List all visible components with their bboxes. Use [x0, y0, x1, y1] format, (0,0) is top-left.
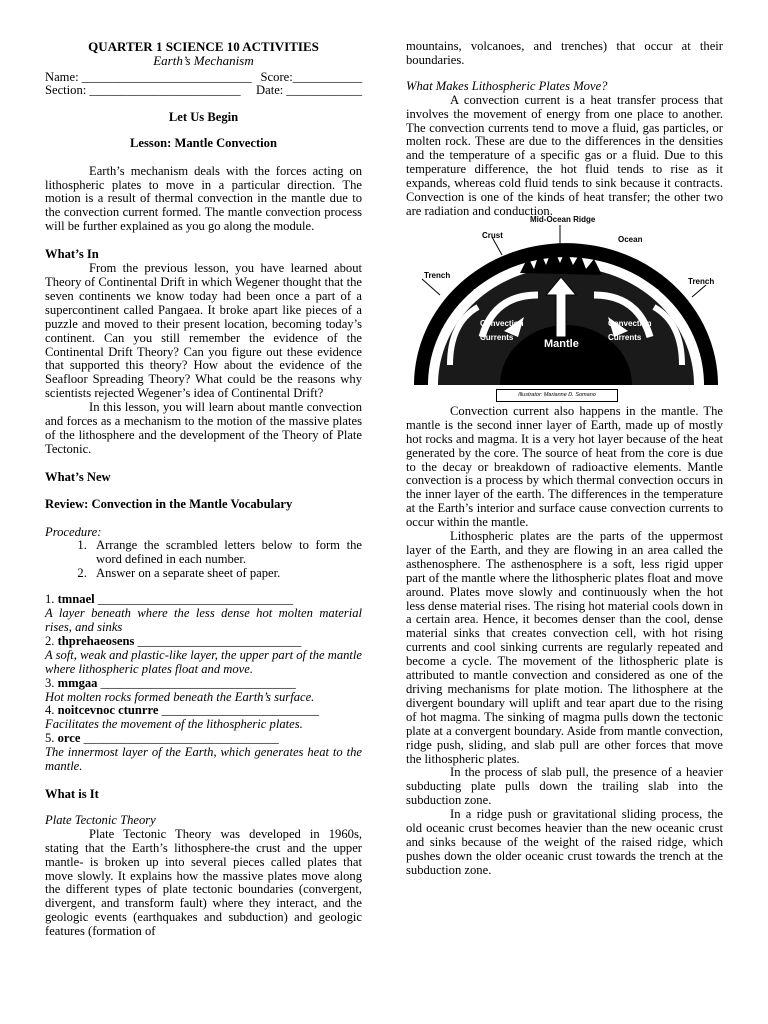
whats-in-paragraph-2: In this lesson, you will learn about mantle convection and forces as a mechanism to the motion of the massive plates of the lithosphere and the development of the Theory of Plate Tectonic. [45, 400, 362, 456]
procedure-label: Procedure: [45, 524, 102, 539]
label-ocean: Ocean [618, 234, 643, 244]
label-mid-ocean-ridge: Mid-Ocean Ridge [530, 214, 596, 224]
procedure-step: 2. Answer on a separate sheet of paper. [90, 567, 362, 581]
plate-tectonic-subheading: Plate Tectonic Theory [45, 812, 156, 827]
mantle-convection-diagram [410, 214, 723, 401]
slab-pull-paragraph: In the process of slab pull, the presence of a heavier subducting plate pulls down the trailing slab into the subduction zone. [406, 765, 723, 808]
label-convection-left: Convection Currents [480, 318, 524, 342]
section-field: Section: ________________________ [45, 82, 241, 97]
whats-in-paragraph-1: From the previous lesson, you have learned about Theory of Continental Drift in which Wegener thought that the seven continents we know today had been once a part of a supercontinent called Pangaea. It broke apart like pieces of a puzzle and moved to their present location, becoming today’s continent. Can you still remember the evidence of the Continental Drift Theory? Can you figure out these evidence that supported this theory? How about the evidence of the Seafloor Spreading Theory? What could be the reasons why scientists rejected Wegener’s idea of Continental Drift? [45, 261, 362, 401]
procedure-steps [45, 539, 362, 581]
vocab-item-2 [45, 635, 362, 677]
intro-heading: Let Us Begin [168, 109, 239, 124]
document-title: QUARTER 1 SCIENCE 10 ACTIVITIES [88, 39, 319, 54]
plate-tectonic-continued: mountains, volcanoes, and trenches) that occur at their boundaries. [406, 39, 723, 67]
item-number: 3. [45, 675, 55, 690]
vocab-item-5 [45, 732, 362, 774]
scrambled-word: orce [57, 731, 81, 746]
label-convection-right: Convection Currents [608, 318, 652, 342]
scrambled-word: mmgaa [57, 675, 98, 690]
lesson-title: Lesson: Mantle Convection [130, 135, 277, 150]
item-number: 1. [45, 592, 55, 607]
name-field: Name: ___________________________ [45, 69, 252, 84]
vocab-item-4 [45, 704, 362, 732]
item-definition: The innermost layer of the Earth, which generates heat to the mantle. [45, 745, 362, 774]
right-column [406, 40, 723, 878]
item-definition: Facilitates the movement of the lithospheric plates. [45, 717, 303, 732]
vocab-item-3 [45, 677, 362, 705]
vocab-item-1 [45, 593, 362, 635]
convection-paragraph: A convection current is a heat transfer process that involves the movement of energy from one place to another. The convection currents tend to move a fluid, gas particles, or molten rock. These are due to the differences in the densities and the temperature of a specific gas or a fluid. Due to this temperature difference, the hot fluid tends to rise as it expands, whereas cold fluid tends to sink because it contracts. Convection is one of the kinds of heat transfer; the other two are radiation and conduction. [406, 92, 723, 218]
answer-line: _______________________________ [97, 592, 294, 607]
label-trench-left: Trench [424, 270, 451, 280]
intro-paragraph: Earth’s mechanism deals with the forces acting on lithospheric plates to move in a particular direction. The motion is a result of thermal convection in the mantle due to the convection current formed. The mantle convection process will be further explained as you go along the module. [45, 163, 362, 234]
whats-in-heading: What’s In [45, 247, 99, 262]
vocab-list [45, 593, 362, 774]
ridge-push-paragraph: In a ridge push or gravitational sliding process, the old oceanic crust becomes heavier than the new oceanic crust and sinks because of the weight of the raised ridge, which pushes down the older oceanic crust towards the trench at the subduction zone. [406, 807, 723, 877]
scrambled-word: tmnael [57, 592, 95, 607]
review-heading: Review: Convection in the Mantle Vocabulary [45, 496, 293, 511]
section-date-row [45, 84, 362, 97]
mantle-paragraph: Convection current also happens in the mantle. The mantle is the second inner layer of Earth, made up of mostly hot rocks and magma. It is a very hot layer because of the heat generated by the core. The source of heat from the core is due to the decay or breakdown of radioactive elements. Mantle convection is a process by which thermal convection occurs in the inner layer of the earth. The differences in the temperature at the Earth’s interior and surface cause convection currents to occur within the mantle. [406, 403, 723, 530]
label-mantle: Mantle [544, 337, 579, 350]
name-score-row [45, 71, 362, 84]
lithospheric-move-subheading: What Makes Lithospheric Plates Move? [406, 78, 608, 93]
left-column [45, 40, 362, 939]
what-is-it-heading: What is It [45, 786, 99, 801]
label-trench-right: Trench [688, 276, 715, 286]
label-crust: Crust [482, 230, 503, 240]
item-definition: A soft, weak and plastic-like layer, the upper part of the mantle where lithospheric plates float and move. [45, 647, 363, 676]
answer-line: _________________________ [161, 703, 320, 718]
scrambled-word: thprehaeosens [57, 633, 135, 648]
answer-line: _______________________________ [100, 675, 296, 690]
lithospheric-paragraph: Lithospheric plates are the parts of the uppermost layer of the Earth, and they are flowing in an area called the asthenosphere. The asthenosphere is a soft, less rigid upper part of the mantle where the lithospheric plates float and move around. Plates move slowly and continuously when the hot less dense material rises. The rising hot material cools down in a certain area. Hence, it becomes denser than the cool, dense material sinks that creates convection cell, with hot rising currents and cool sinking currents are regularly repeated and become a cycle. The movement of the lithospheric plate is attributed to mantle convection and considered as one of the driving mechanisms for plate motion. The lithosphere at the divergent boundary will uplift and tear apart due to the rising of hot magma. The sinking of magma pulls down the tectonic plate at a convergent boundary. Aside from mantle convection, ridge push, sliding, and slab pull are other forces that move the lithospheric plates. [406, 529, 723, 766]
procedure-step: 1. Arrange the scrambled letters below to form the word defined in each number. [90, 539, 362, 567]
score-field: Score:___________ [260, 69, 362, 84]
item-definition: Hot molten rocks formed beneath the Earth’s surface. [45, 689, 315, 704]
plate-tectonic-paragraph: Plate Tectonic Theory was developed in 1960s, stating that the Earth’s lithosphere-the crust and the upper mantle- is broken up into several pieces called plates that move slowly. It explains how the massive plates move along the different types of plate tectonic boundaries (convergent, divergent, and transform fault) where they interact, and the geologic events (earthquakes and subduction) and geologic features (formation of [45, 826, 362, 939]
scrambled-word: noitcevnoc ctunrre [57, 703, 159, 718]
document-subtitle: Earth’s Mechanism [153, 52, 254, 68]
answer-line: _______________________________ [83, 731, 279, 746]
answer-line: __________________________ [137, 633, 302, 648]
item-definition: A layer beneath where the less dense hot molten material rises, and sinks [45, 606, 362, 634]
illustrator-credit: Illustrator: Marianne D. Somano [496, 389, 618, 402]
item-number: 2. [45, 633, 55, 648]
diagram-illustration [410, 225, 723, 401]
date-field: Date: ____________ [256, 82, 362, 97]
item-number: 4. [45, 703, 55, 718]
whats-new-heading: What’s New [45, 469, 111, 484]
item-number: 5. [45, 731, 55, 746]
